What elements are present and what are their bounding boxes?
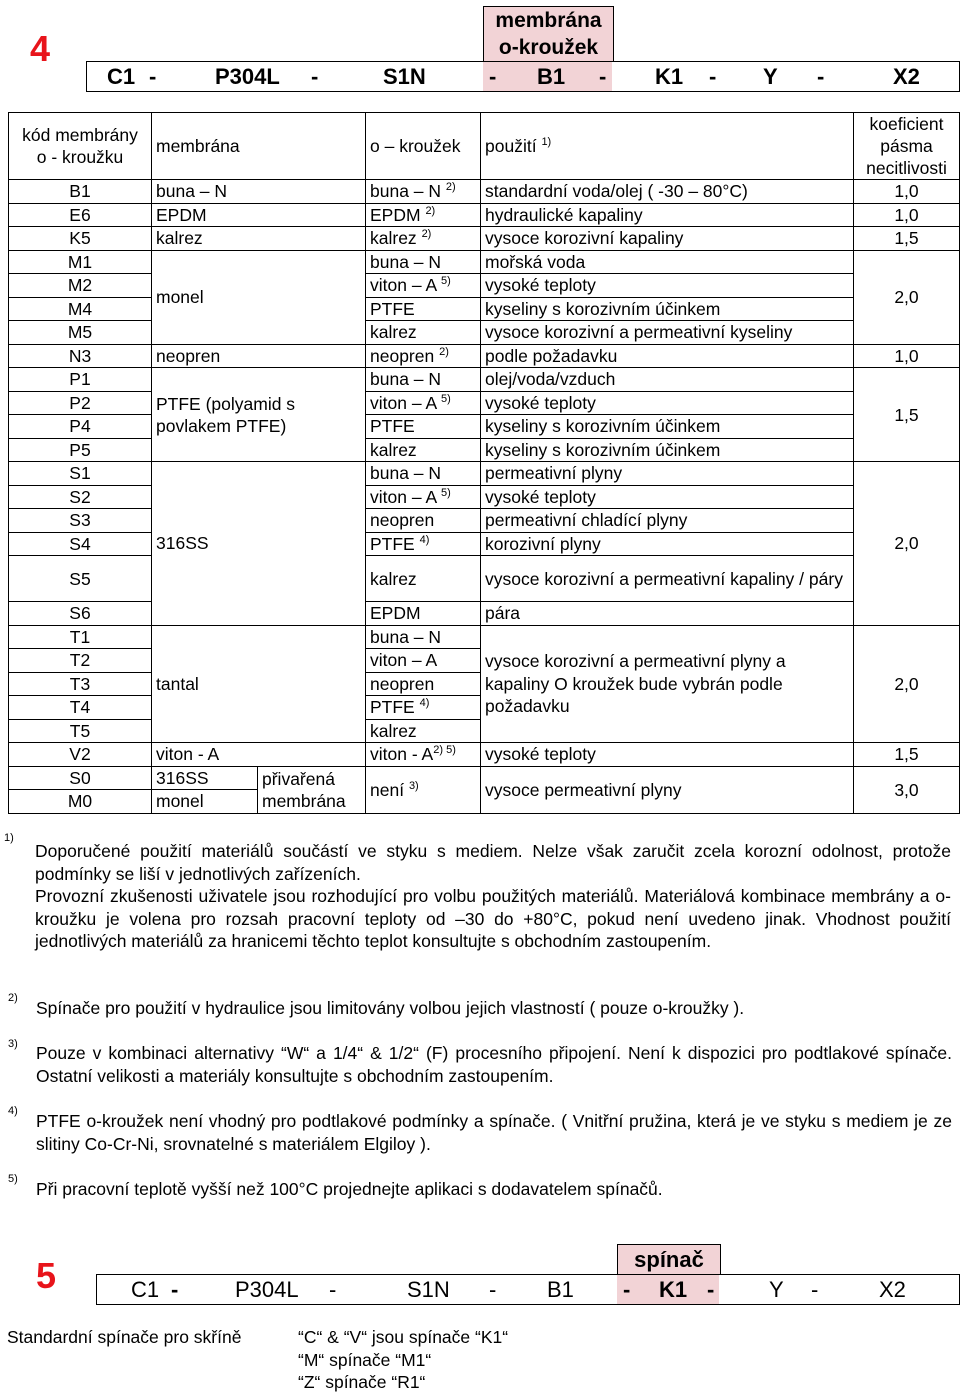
code-sep: - [329,1277,337,1302]
cell-use: standardní voda/olej ( -30 – 80°C) [481,180,854,204]
cell-membrane: viton - A [152,743,366,767]
cell-use: vysoce korozivní a permeativní kapaliny / páry [481,556,854,602]
col-header-use: použití $^{1)}$ [481,113,854,180]
cell-coef: 2,0 [854,250,960,344]
table-header-row [9,113,960,180]
cell-oring: PTFE [366,415,481,439]
code-s1n: S1N [383,64,426,89]
cell-code: M1 [9,250,152,274]
col-header-oring: o – kroužek [366,113,481,180]
note-1 [35,840,951,953]
cell-coef: 3,0 [854,766,960,813]
code-c1: C1 [107,64,136,89]
cell-use: vysoké teploty [481,485,854,509]
cell-use: vysoké teploty [481,274,854,298]
cell-coef: 2,0 [854,625,960,743]
cell-oring: není $^{3)}$ [366,766,481,813]
table-row [9,203,960,227]
cell-code: S0 [9,766,152,790]
section-5-number: 5 [36,1255,57,1296]
note-number: 5) [8,1173,18,1185]
section-4-number: 4 [30,28,51,69]
cell-code: T1 [9,625,152,649]
note-1-paragraph: Provozní zkušenosti uživatele jsou rozhodující pro volbu použitých materiálů. Materiálová kombinace membrány a o-kroužku je volena pro rozsah pracovní teploty od –30 do +80°C, pokud není uvedeno jinak. Vhodnost použití jednotlivých materiálů za hranicemi těchto teplot konsultujte s obchodním zastoupením. [35,886,951,951]
cell-coef: 1,0 [854,180,960,204]
cell-use: kyseliny s korozivním účinkem [481,297,854,321]
code-y: Y [763,64,778,89]
cell-oring: EPDM [366,602,481,626]
note-2: Spínače pro použití v hydraulice jsou limitovány volbou jejich vlastností ( pouze o-kroužky ). [36,998,745,1018]
code-b1: B1 [537,64,566,89]
cell-use: vysoce korozivní kapaliny [481,227,854,251]
table-row [9,509,960,533]
cell-oring: viton - $A^{2) 5)}$ [366,743,481,767]
table-row [9,180,960,204]
switch-header: spínač [617,1244,721,1275]
table-row [9,227,960,251]
cell-code: P5 [9,438,152,462]
cell-code: S6 [9,602,152,626]
cell-membrane: monel [152,790,258,814]
cell-oring: kalrez $^{2)}$ [366,227,481,251]
note-number: 4) [8,1105,18,1117]
cell-code: M0 [9,790,152,814]
cell-membrane: EPDM [152,203,366,227]
table-row [9,297,960,321]
note-number: 1) [4,832,14,844]
code-sep: - [171,1277,179,1302]
code-sep: - [599,64,607,89]
cell-coef: 1,0 [854,203,960,227]
code-sep: - [489,64,497,89]
code-b1: B1 [547,1277,574,1302]
code-p304l: P304L [235,1277,299,1302]
cell-oring: neopren $^{2)}$ [366,344,481,368]
cell-code: K5 [9,227,152,251]
table-row [9,368,960,392]
cell-use: korozivní plyny [481,532,854,556]
cell-coef: 1,5 [854,743,960,767]
cell-use: olej/voda/vzduch [481,368,854,392]
cell-use: permeativní chladící plyny [481,509,854,533]
table-row [9,485,960,509]
cell-oring: kalrez [366,321,481,345]
table-row [9,438,960,462]
code-y: Y [769,1277,784,1302]
table-row [9,625,960,649]
cell-code: E6 [9,203,152,227]
note-1-paragraph: Doporučené použití materiálů součástí ve styku s mediem. Nelze však zaručit zcela korozní odolnost, protože podmínky se liší v jednotlivých zařízeních. [35,841,951,884]
code-sep: - [149,64,157,89]
code-sep: - [311,64,319,89]
table-row [9,344,960,368]
cell-use: kyseliny s korozivním účinkem [481,438,854,462]
note-number: 3) [8,1038,18,1050]
table-row [9,532,960,556]
cell-code: S4 [9,532,152,556]
cell-membrane-welded: přivařená membrána [258,766,366,813]
cell-oring: viton – A [366,649,481,673]
switch-list-item: “C“ & “V“ jsou spínače “K1“ [298,1327,509,1347]
code-sep: - [623,1277,631,1302]
cell-use: kyseliny s korozivním účinkem [481,415,854,439]
note-3: Pouze v kombinaci alternativy “W“ a 1/4“ & 1/2“ (F) procesního připojení. Není k dispozici pro podtlakové spínače. Ostatní velikosti a materiály konsultujte s obchodním zastoupením. [36,1043,952,1086]
cell-oring: neopren [366,509,481,533]
cell-code: B1 [9,180,152,204]
table-row [9,274,960,298]
code-x2: X2 [893,64,920,89]
table-row [9,766,960,790]
cell-membrane: 316SS [152,462,366,626]
cell-code: M4 [9,297,152,321]
cell-oring: buna – N $^{2)}$ [366,180,481,204]
cell-code: P4 [9,415,152,439]
code-x2: X2 [879,1277,906,1302]
col-header-membrane: membrána [152,113,366,180]
cell-code: N3 [9,344,152,368]
cell-membrane: PTFE (polyamid s povlakem PTFE) [152,368,366,462]
cell-use: vysoce permeativní plyny [481,766,854,813]
cell-code: V2 [9,743,152,767]
code-sep: - [489,1277,497,1302]
cell-code: M5 [9,321,152,345]
cell-use: mořská voda [481,250,854,274]
cell-membrane: kalrez [152,227,366,251]
cell-oring: PTFE [366,297,481,321]
note-number: 2) [8,992,18,1004]
table-row [9,743,960,767]
cell-use: permeativní plyny [481,462,854,486]
membrane-oring-header [483,6,614,62]
cell-oring: viton – A $^{5)}$ [366,274,481,298]
col-header-coef: koeficient pásma necitlivosti [854,113,960,180]
cell-use: podle požadavku [481,344,854,368]
cell-oring: EPDM $^{2)}$ [366,203,481,227]
cell-oring: viton – A $^{5)}$ [366,485,481,509]
cell-oring: buna – N [366,250,481,274]
cell-code: T2 [9,649,152,673]
cell-code: S5 [9,556,152,602]
table-row [9,556,960,602]
cell-oring: buna – N [366,625,481,649]
cell-oring: PTFE $^{4)}$ [366,532,481,556]
cell-coef: 1,5 [854,368,960,462]
cell-membrane: neopren [152,344,366,368]
cell-code: S2 [9,485,152,509]
membrane-table [8,112,960,814]
cell-use: pára [481,602,854,626]
code-sep: - [707,1277,715,1302]
cell-code: T4 [9,696,152,720]
note-5: Při pracovní teplotě vyšší než 100°C projednejte aplikaci s dodavatelem spínačů. [36,1179,663,1199]
cell-code: M2 [9,274,152,298]
code-p304l: P304L [215,64,280,89]
code-k1: K1 [655,64,684,89]
code-s1n: S1N [407,1277,450,1302]
cell-oring: kalrez [366,438,481,462]
header-line-2: o-kroužek [498,36,599,59]
table-row [9,602,960,626]
cell-code: P1 [9,368,152,392]
cell-code: S1 [9,462,152,486]
cell-oring: kalrez [366,719,481,743]
order-code-section5 [96,1274,960,1305]
cell-oring: buna – N [366,462,481,486]
cell-coef: 1,0 [854,344,960,368]
code-sep: - [811,1277,819,1302]
switch-caption: Standardní spínače pro skříně [7,1327,242,1347]
code-k1: K1 [659,1277,688,1302]
cell-use: vysoké teploty [481,743,854,767]
table-row [9,415,960,439]
code-sep: - [817,64,825,89]
cell-coef: 2,0 [854,462,960,626]
cell-code: P2 [9,391,152,415]
switch-list-item: “M“ spínače “M1“ [298,1349,432,1370]
col-header-code: kód membrány o - kroužku [9,113,152,180]
order-code-section4 [86,61,960,92]
note-4: PTFE o-kroužek není vhodný pro podtlakové podmínky a spínače. ( Vnitřní pružina, která je ve styku s mediem je ze slitiny Co-Cr-Ni, srovnatelné s materiálem Elgiloy ). [36,1111,952,1154]
cell-oring: viton – A $^{5)}$ [366,391,481,415]
cell-oring: neopren [366,672,481,696]
cell-use: vysoké teploty [481,391,854,415]
cell-code: T3 [9,672,152,696]
cell-membrane: buna – N [152,180,366,204]
cell-membrane: monel [152,250,366,344]
switch-list-item: “Z“ spínače “R1“ [298,1372,426,1392]
cell-membrane: tantal [152,625,366,743]
code-c1: C1 [131,1277,160,1302]
cell-code: T5 [9,719,152,743]
cell-coef: 1,5 [854,227,960,251]
cell-code: S3 [9,509,152,533]
table-row [9,250,960,274]
code-sep: - [709,64,717,89]
switch-list [298,1326,508,1394]
cell-use: vysoce korozivní a permeativní plyny a kapaliny O kroužek bude vybrán podle požadavku [481,625,854,743]
cell-membrane: 316SS [152,766,258,790]
header-line-1: membrána [495,9,602,32]
cell-use: vysoce korozivní a permeativní kyseliny [481,321,854,345]
cell-oring: buna – N [366,368,481,392]
table-row [9,321,960,345]
cell-use: hydraulické kapaliny [481,203,854,227]
table-row [9,391,960,415]
table-row [9,462,960,486]
cell-oring: kalrez [366,556,481,602]
cell-oring: PTFE $^{4)}$ [366,696,481,720]
